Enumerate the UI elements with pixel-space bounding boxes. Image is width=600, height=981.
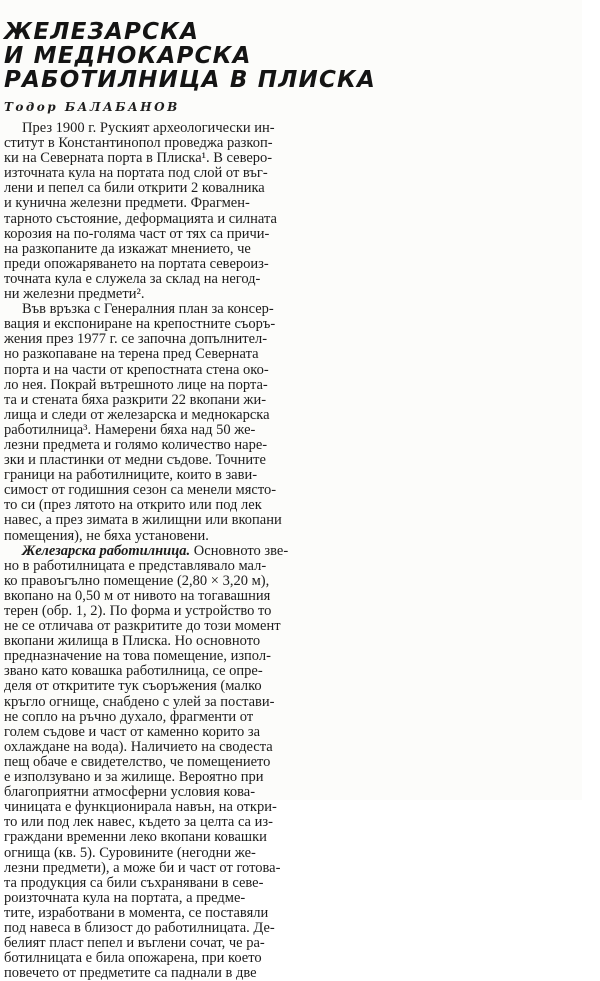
text-line: порта и на части от крепостната стена око- <box>4 362 269 378</box>
text-line: на разкопаните да изкажат мнението, че <box>4 241 251 257</box>
paragraph-1 <box>4 121 524 302</box>
paragraph-3 <box>4 544 524 981</box>
text-line: корозия на по-голяма част от тях са причи- <box>4 226 270 242</box>
text-line: под навеса в близост до работилницата. Де- <box>4 920 275 936</box>
text-line: повечето от предметите са паднали в две <box>4 966 257 981</box>
text-line: кръгло огнище, снабдено с улей за постави- <box>4 694 275 710</box>
text-line: чиницата е функционирала навън, на откри- <box>4 800 277 816</box>
text-fragment: Основното зве- <box>190 543 289 559</box>
title-line: РАБОТИЛНИЦА В ПЛИСКА <box>4 67 377 93</box>
text-line: навес, а през зимата в жилищни или вкопани <box>4 513 282 529</box>
text-line: вация и експониране на крепостните съоръ- <box>4 317 276 333</box>
page-margin <box>582 0 600 800</box>
text-line: тарното състояние, деформацията и силната <box>4 211 277 227</box>
text-line: преди опожаряването на портата североиз- <box>4 256 269 272</box>
text-line: терен (обр. 1, 2). По форма и устройство то <box>4 604 272 619</box>
text-line: лища и следи от железарска и меднокарска <box>4 407 270 423</box>
text-line: граждани временни леко вкопани ковашки <box>4 830 267 846</box>
text-line: и кунична железни предмети. Фрагмен- <box>4 196 250 212</box>
article-author: Тодор БАЛАБАНОВ <box>4 100 180 114</box>
text-line: ботилницата е била опожарена, при което <box>4 951 262 967</box>
text-line: но в работилницата е представлявало мал- <box>4 558 267 574</box>
text-line: помещения), не бяха установени. <box>4 528 209 544</box>
text-line: граници на работилниците, които в зави- <box>4 468 258 484</box>
text-line: деля от откритите тук съоръжения (малко <box>4 679 262 695</box>
text-line: работилница³. Намерени бяха над 50 же- <box>4 422 256 438</box>
text-line: предназначение на това помещение, изпол- <box>4 649 271 665</box>
text-line: белият пласт пепел и въглени сочат, че ра- <box>4 936 265 952</box>
text-line: голем съдове и част от каменно корито за <box>4 724 261 740</box>
text-line <box>4 544 524 559</box>
text-line: източната кула на портата под слой от въг- <box>4 166 268 182</box>
text-line: та и стената бяха разкрити 22 вкопани жи- <box>4 392 267 408</box>
text-line: то или под лек навес, където за целта са из- <box>4 815 273 831</box>
text-line: вкопано на 0,50 м от нивото на тогавашния <box>4 588 271 604</box>
text-line: симост от годишния сезон са менели място- <box>4 483 277 499</box>
text-line: ститут в Константинопол проведжа разкоп- <box>4 136 273 152</box>
text-line: не се отличава от разкритите до този момент <box>4 619 281 635</box>
text-line: звано като ковашка работилница, се опре- <box>4 664 263 680</box>
title-line: ЖЕЛЕЗАРСКА <box>4 19 200 45</box>
text-line: пещ обаче е свидетелство, че помещението <box>4 754 271 770</box>
text-line: то си (през лятото на открито или под лек <box>4 498 262 514</box>
text-line: лезни предмети), а може би и част от готова- <box>4 860 281 876</box>
article-body <box>4 121 524 981</box>
text-line: благоприятни атмосферни условия кова- <box>4 785 256 801</box>
text-line: лени и пепел са били открити 2 ковалника <box>4 181 265 197</box>
text-line: ки на Северната порта в Плиска¹. В северо- <box>4 151 273 167</box>
text-line: жения през 1977 г. се започна допълнител- <box>4 332 268 348</box>
text-line: тите, изработвани в момента, се поставяли <box>4 905 269 921</box>
text-line: е използувано и за жилище. Вероятно при <box>4 770 264 786</box>
title-line: И МЕДНОКАРСКА <box>4 43 252 69</box>
text-line: точната кула е служела за склад на негод- <box>4 271 261 287</box>
text-line: но разкопаване на терена пред Северната <box>4 347 259 363</box>
text-line: не сопло на ръчно духало, фрагменти от <box>4 709 254 725</box>
text-line: зки и пластинки от медни съдове. Точните <box>4 453 266 469</box>
text-line: та продукция са били съхранявани в севе- <box>4 875 264 891</box>
text-line: охлаждане на водa). Наличието на сводеста <box>4 739 273 755</box>
text-line: роизточната кула на портата, а предме- <box>4 890 246 906</box>
text-line: огнища (кв. 5). Суровините (негодни же- <box>4 845 256 861</box>
text-line: ни железни предмети². <box>4 287 145 303</box>
article-title <box>4 20 544 92</box>
text-line: вкопани жилища в Плиска. Но основното <box>4 634 261 650</box>
text-line: ло нея. Покрай вътрешното лице на порта- <box>4 377 268 393</box>
text-line: ко правоъгълно помещение (2,80 × 3,20 м), <box>4 573 270 589</box>
text-line: Във връзка с Генералния план за консер- <box>22 302 274 318</box>
text-line: През 1900 г. Руският археологически ин- <box>22 121 275 136</box>
text-line: лезни предмета и голямо количество наре- <box>4 437 268 453</box>
paragraph-2 <box>4 302 524 544</box>
section-subheading: Железарска работилница. <box>22 543 191 559</box>
